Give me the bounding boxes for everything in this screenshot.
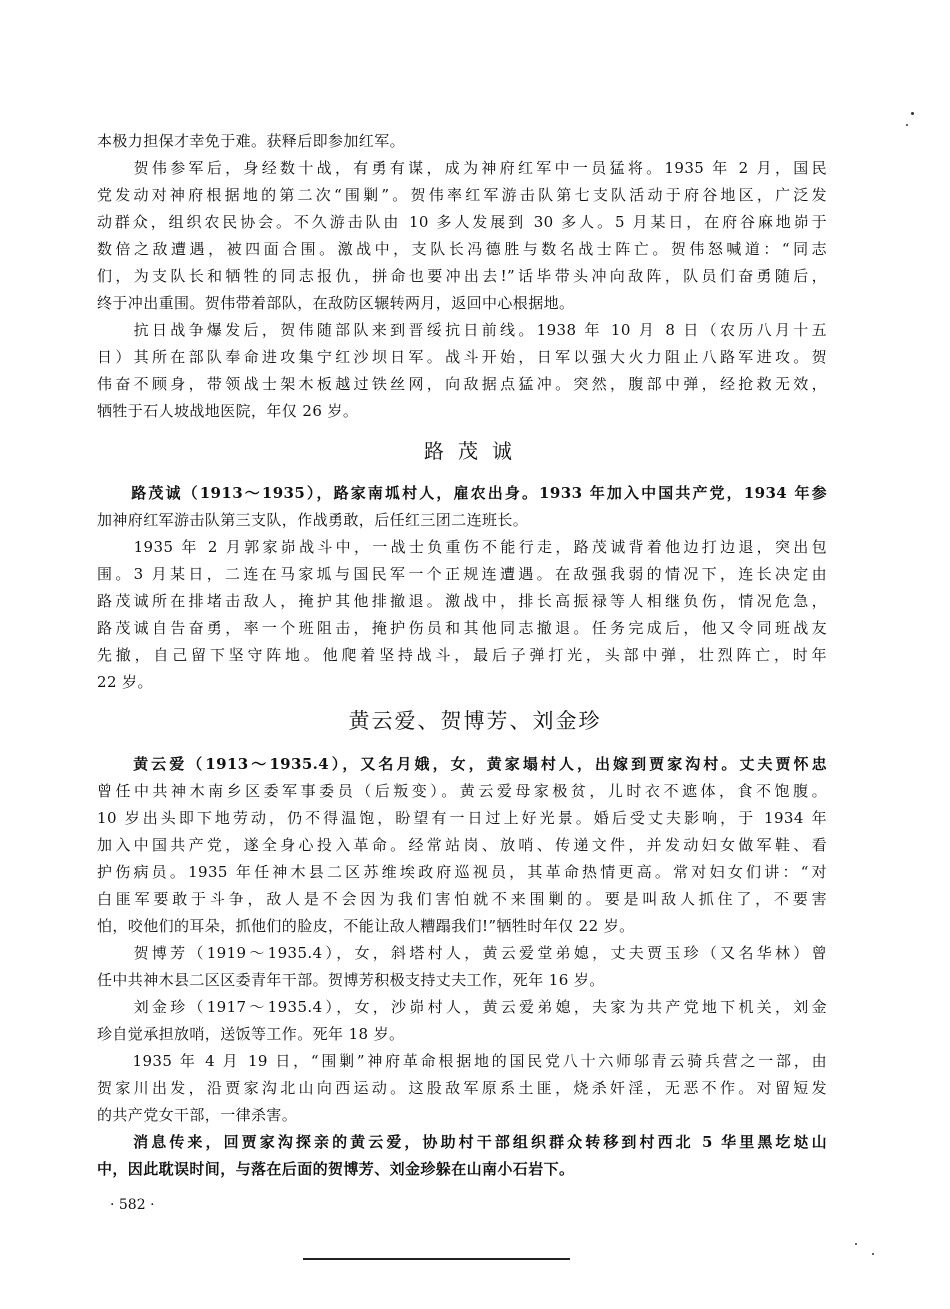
- text-line: 刘金珍（1917～1935.4），女，沙峁村人，黄云爱弟媳，夫家为共产党地下机关，刘金: [97, 998, 827, 1016]
- text-line: 伟奋不顾身，带领战士架木板越过铁丝网，向敌据点猛冲。突然，腹部中弹，经抢救无效，: [97, 375, 827, 393]
- text-line: 的共产党女干部，一律杀害。: [97, 1106, 298, 1124]
- text-line: 22 岁。: [97, 673, 153, 691]
- page-number: · 582 ·: [110, 1197, 155, 1213]
- text-line: 围。3 月某日，二连在马家坬与国民军一个正规连遭遇。在敌强我弱的情况下，连长决定由: [97, 565, 827, 583]
- scan-speck: [911, 112, 914, 115]
- text-line: 黄云爱（1913～1935.4），又名月娥，女，黄家塌村人，出嫁到贾家沟村。丈夫贾怀忠: [97, 755, 827, 773]
- text-line: 牺牲于石人坡战地医院，年仅 26 岁。: [97, 402, 359, 420]
- scan-speck: [855, 1243, 857, 1245]
- text-line: 中，因此耽误时间，与落在后面的贺博芳、刘金珍躲在山南小石岩下。: [97, 1160, 575, 1178]
- text-line: 党发动对神府根据地的第二次“围剿”。贺伟率红军游击队第七支队活动于府谷地区，广泛发: [97, 186, 827, 204]
- text-line: 日）其所在部队奉命进攻集宁红沙坝日军。战斗开始，日军以强大火力阻止八路军进攻。贺: [97, 348, 827, 366]
- text-line: 路茂诚所在排堵击敌人，掩护其他排撤退。激战中，排长高振禄等人相继负伤，情况危急，: [97, 592, 827, 610]
- text-line: 们，为支队长和牺牲的同志报仇，拼命也要冲出去!”话毕带头冲向敌阵，队员们奋勇随后，: [97, 267, 827, 285]
- scan-artifact-line: [303, 1258, 570, 1260]
- text-line: 怕，咬他们的耳朵，抓他们的脸皮，不能让敌人糟蹋我们!”牺牲时年仅 22 岁。: [97, 917, 635, 935]
- text-line: 抗日战争爆发后，贺伟随部队来到晋绥抗日前线。1938 年 10 月 8 日（农历八月十五: [97, 321, 827, 339]
- text-line: 动群众，组织农民协会。不久游击队由 10 多人发展到 30 多人。5 月某日，在府谷麻地峁于: [97, 213, 827, 231]
- text-line: 曾任中共神木南乡区委军事委员（后叛变）。黄云爱母家极贫，儿时衣不遮体，食不饱腹。: [97, 782, 827, 800]
- scan-speck: [872, 1253, 874, 1255]
- text-line: 加入中国共产党，遂全身心投入革命。经常站岗、放哨、传递文件，并发动妇女做军鞋、看: [97, 836, 827, 854]
- text-line: 护伤病员。1935 年任神木县二区苏维埃政府巡视员，其革命热情更高。常对妇女们讲：“对: [97, 863, 827, 881]
- text-line: 1935 年 4 月 19 日，“围剿”神府革命根据地的国民党八十六师邬青云骑兵营之一部，由: [97, 1052, 827, 1070]
- text-line: 任中共神木县二区区委青年干部。贺博芳积极支持丈夫工作，死年 16 岁。: [97, 971, 605, 989]
- text-line: 珍自觉承担放哨，送饭等工作。死年 18 岁。: [97, 1025, 405, 1043]
- text-line: 本极力担保才幸免于难。获释后即参加红军。: [97, 132, 406, 150]
- section-heading-lu-maocheng: 路茂诚: [424, 439, 526, 463]
- text-line: 路茂诚（1913～1935），路家南坬村人，雇农出身。1933 年加入中国共产党，1934 年参: [97, 484, 827, 502]
- text-line: 终于冲出重围。贺伟带着部队，在敌防区辗转两月，返回中心根据地。: [97, 294, 575, 312]
- text-line: 消息传来，回贾家沟探亲的黄云爱，协助村干部组织群众转移到村西北 5 华里黑圪垯山: [97, 1133, 827, 1151]
- text-line: 先撤，自己留下坚守阵地。他爬着坚持战斗，最后子弹打光，头部中弹，壮烈阵亡，时年: [97, 646, 827, 664]
- text-line: 加神府红军游击队第三支队，作战勇敢，后任红三团二连班长。: [97, 511, 529, 529]
- text-line: 贺家川出发，沿贾家沟北山向西运动。这股敌军原系土匪，烧杀奸淫，无恶不作。对留短发: [97, 1079, 827, 1097]
- text-line: 贺伟参军后，身经数十战，有勇有谋，成为神府红军中一员猛将。1935 年 2 月，国民: [97, 159, 827, 177]
- text-line: 数倍之敌遭遇，被四面合围。激战中，支队长冯德胜与数名战士阵亡。贺伟怒喊道：“同志: [97, 240, 827, 258]
- text-line: 路茂诚自告奋勇，率一个班阻击，掩护伤员和其他同志撤退。任务完成后，他又令同班战友: [97, 619, 827, 637]
- scan-speck: [906, 124, 908, 126]
- text-line: 1935 年 2 月郭家峁战斗中，一战士负重伤不能行走，路茂诚背着他边打边退，突出包: [97, 538, 827, 556]
- text-line: 10 岁出头即下地劳动，仍不得温饱，盼望有一日过上好光景。婚后受丈夫影响，于 1934 年: [97, 809, 827, 827]
- text-line: 白匪军要敢于斗争，敌人是不会因为我们害怕就不来围剿的。要是叫敌人抓住了，不要害: [97, 890, 827, 908]
- text-line: 贺博芳（1919～1935.4），女，斜塔村人，黄云爱堂弟媳，丈夫贾玉珍（又名华林）曾: [97, 944, 827, 962]
- section-heading-huang-he-liu: 黄云爱、贺博芳、刘金珍: [348, 709, 602, 733]
